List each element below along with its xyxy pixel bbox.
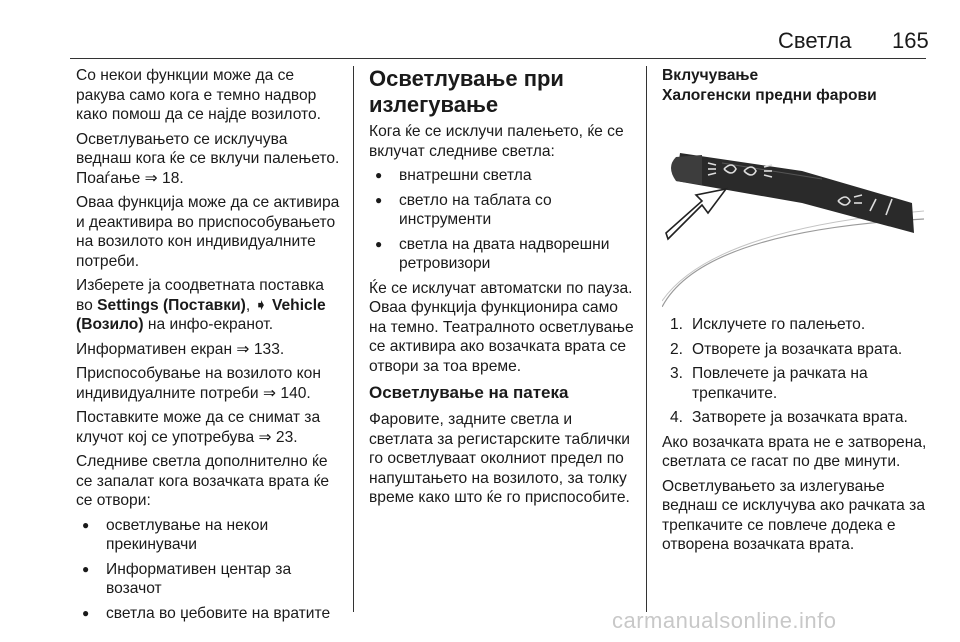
paragraph: Следниве светла дополнително ќе се запалат кога возачката врата ќе се отвори: bbox=[76, 453, 330, 509]
paragraph: Фаровите, задните светла и светлата за регистарските таблички го осветлуваат околниот предел по напуштањето на возилото, за толку време како што ќе го приспособите. bbox=[369, 411, 630, 506]
watermark: carmanualsonline.info bbox=[612, 608, 837, 633]
sub-heading: Осветлување на патека bbox=[369, 383, 569, 402]
bullet-list bbox=[369, 166, 635, 274]
column-left bbox=[76, 66, 344, 628]
paragraph: Ако возачката врата не е затворена, светлата се гасат по две минути. bbox=[662, 433, 927, 470]
list-item: 1. Исклучете го палењето. bbox=[670, 316, 866, 333]
paragraph: Осветлувањето се исклучува веднаш кога ќе се вклучи палењето. Поаѓање ⇒ 18. bbox=[76, 130, 340, 187]
paragraph: Информативен екран ⇒ 133. bbox=[76, 340, 285, 358]
page-ref: 18. bbox=[162, 169, 184, 187]
list-item: ● осветлување на некои прекинувачи bbox=[76, 516, 344, 555]
header-rule bbox=[70, 58, 926, 59]
column-divider-1 bbox=[353, 66, 354, 612]
column-right bbox=[662, 66, 930, 560]
paragraph: Приспособување на возилото кон индивидуалните потреби ⇒ 140. bbox=[76, 365, 321, 402]
list-item: 2. Отворете ја возачката врата. bbox=[670, 340, 903, 358]
paragraph: Кога ќе се исклучи палењето, ќе се вклучат следниве светла: bbox=[369, 123, 624, 160]
paragraph: Осветлувањето за излегување веднаш се исклучува ако рачката за трепкачите се повлече додека е отворена возачката врата. bbox=[662, 477, 925, 553]
menu-path-vehicle: Vehicle (Возило) bbox=[76, 296, 326, 333]
section-heading: Осветлување при излегување bbox=[369, 66, 564, 117]
paragraph: Поставките може да се снимат за клучот кој се употребува ⇒ 23. bbox=[76, 409, 321, 446]
list-item: ● внатрешни светла bbox=[369, 166, 635, 186]
kicker-subheading: Халогенски предни фарови bbox=[662, 86, 877, 104]
arrow-ref-icon: ⇒ bbox=[262, 384, 277, 402]
paragraph: Ќе се исклучат автоматски по пауза. Оваа функција функционира само на темно. Театралното осветлување се активира ако возачката врата се отвори за тоа време. bbox=[369, 279, 634, 375]
kicker-heading: Вклучување bbox=[662, 67, 759, 84]
section-title: Светла bbox=[778, 28, 852, 53]
page-number: 165 bbox=[892, 28, 929, 53]
column-middle bbox=[369, 66, 635, 513]
paragraph: Со некои функции може да се ракува само кога е темно надвор како помош да се најде возилото. bbox=[76, 67, 321, 123]
pull-arrow-icon bbox=[666, 189, 726, 239]
list-item: ● Информативен центар за возачот bbox=[76, 560, 344, 599]
turn-signal-lever-illustration bbox=[662, 111, 924, 307]
page-header bbox=[0, 0, 960, 62]
list-item: 4. Затворете ја возачката врата. bbox=[670, 409, 908, 426]
lever-tip bbox=[671, 155, 702, 185]
paragraph: Изберете ја соодветната поставка во Settings (Поставки), ➧ Vehicle (Возило) на инфо-екранот. bbox=[76, 277, 326, 333]
bullet-list bbox=[76, 516, 344, 624]
column-divider-2 bbox=[646, 66, 647, 612]
list-item: ● светла на двата надворешни ретровизори bbox=[369, 235, 635, 274]
page-ref: 23. bbox=[275, 428, 298, 446]
page-ref: 140. bbox=[280, 384, 311, 402]
step-list bbox=[662, 315, 930, 428]
page-ref: 133. bbox=[253, 340, 285, 358]
list-item: 3. Повлечете ја рачката на трепкачите. bbox=[670, 365, 868, 402]
arrow-ref-icon: ⇒ bbox=[236, 340, 250, 358]
dashboard-outline bbox=[662, 219, 924, 307]
list-item: ● светла во џебовите на вратите bbox=[76, 604, 344, 624]
paragraph: Оваа функција може да се активира и деактивира во приспособувањето на возилото кон индивидуалните потреби. bbox=[76, 194, 340, 270]
arrow-ref-icon: ⇒ bbox=[144, 169, 158, 187]
menu-path-settings: Settings (Поставки) bbox=[97, 296, 246, 314]
lever-drawing bbox=[662, 111, 924, 307]
list-item: ● светло на таблата со инструменти bbox=[369, 191, 635, 230]
arrow-ref-icon: ⇒ bbox=[258, 428, 272, 446]
chevron-right-icon: ➧ bbox=[254, 296, 268, 314]
